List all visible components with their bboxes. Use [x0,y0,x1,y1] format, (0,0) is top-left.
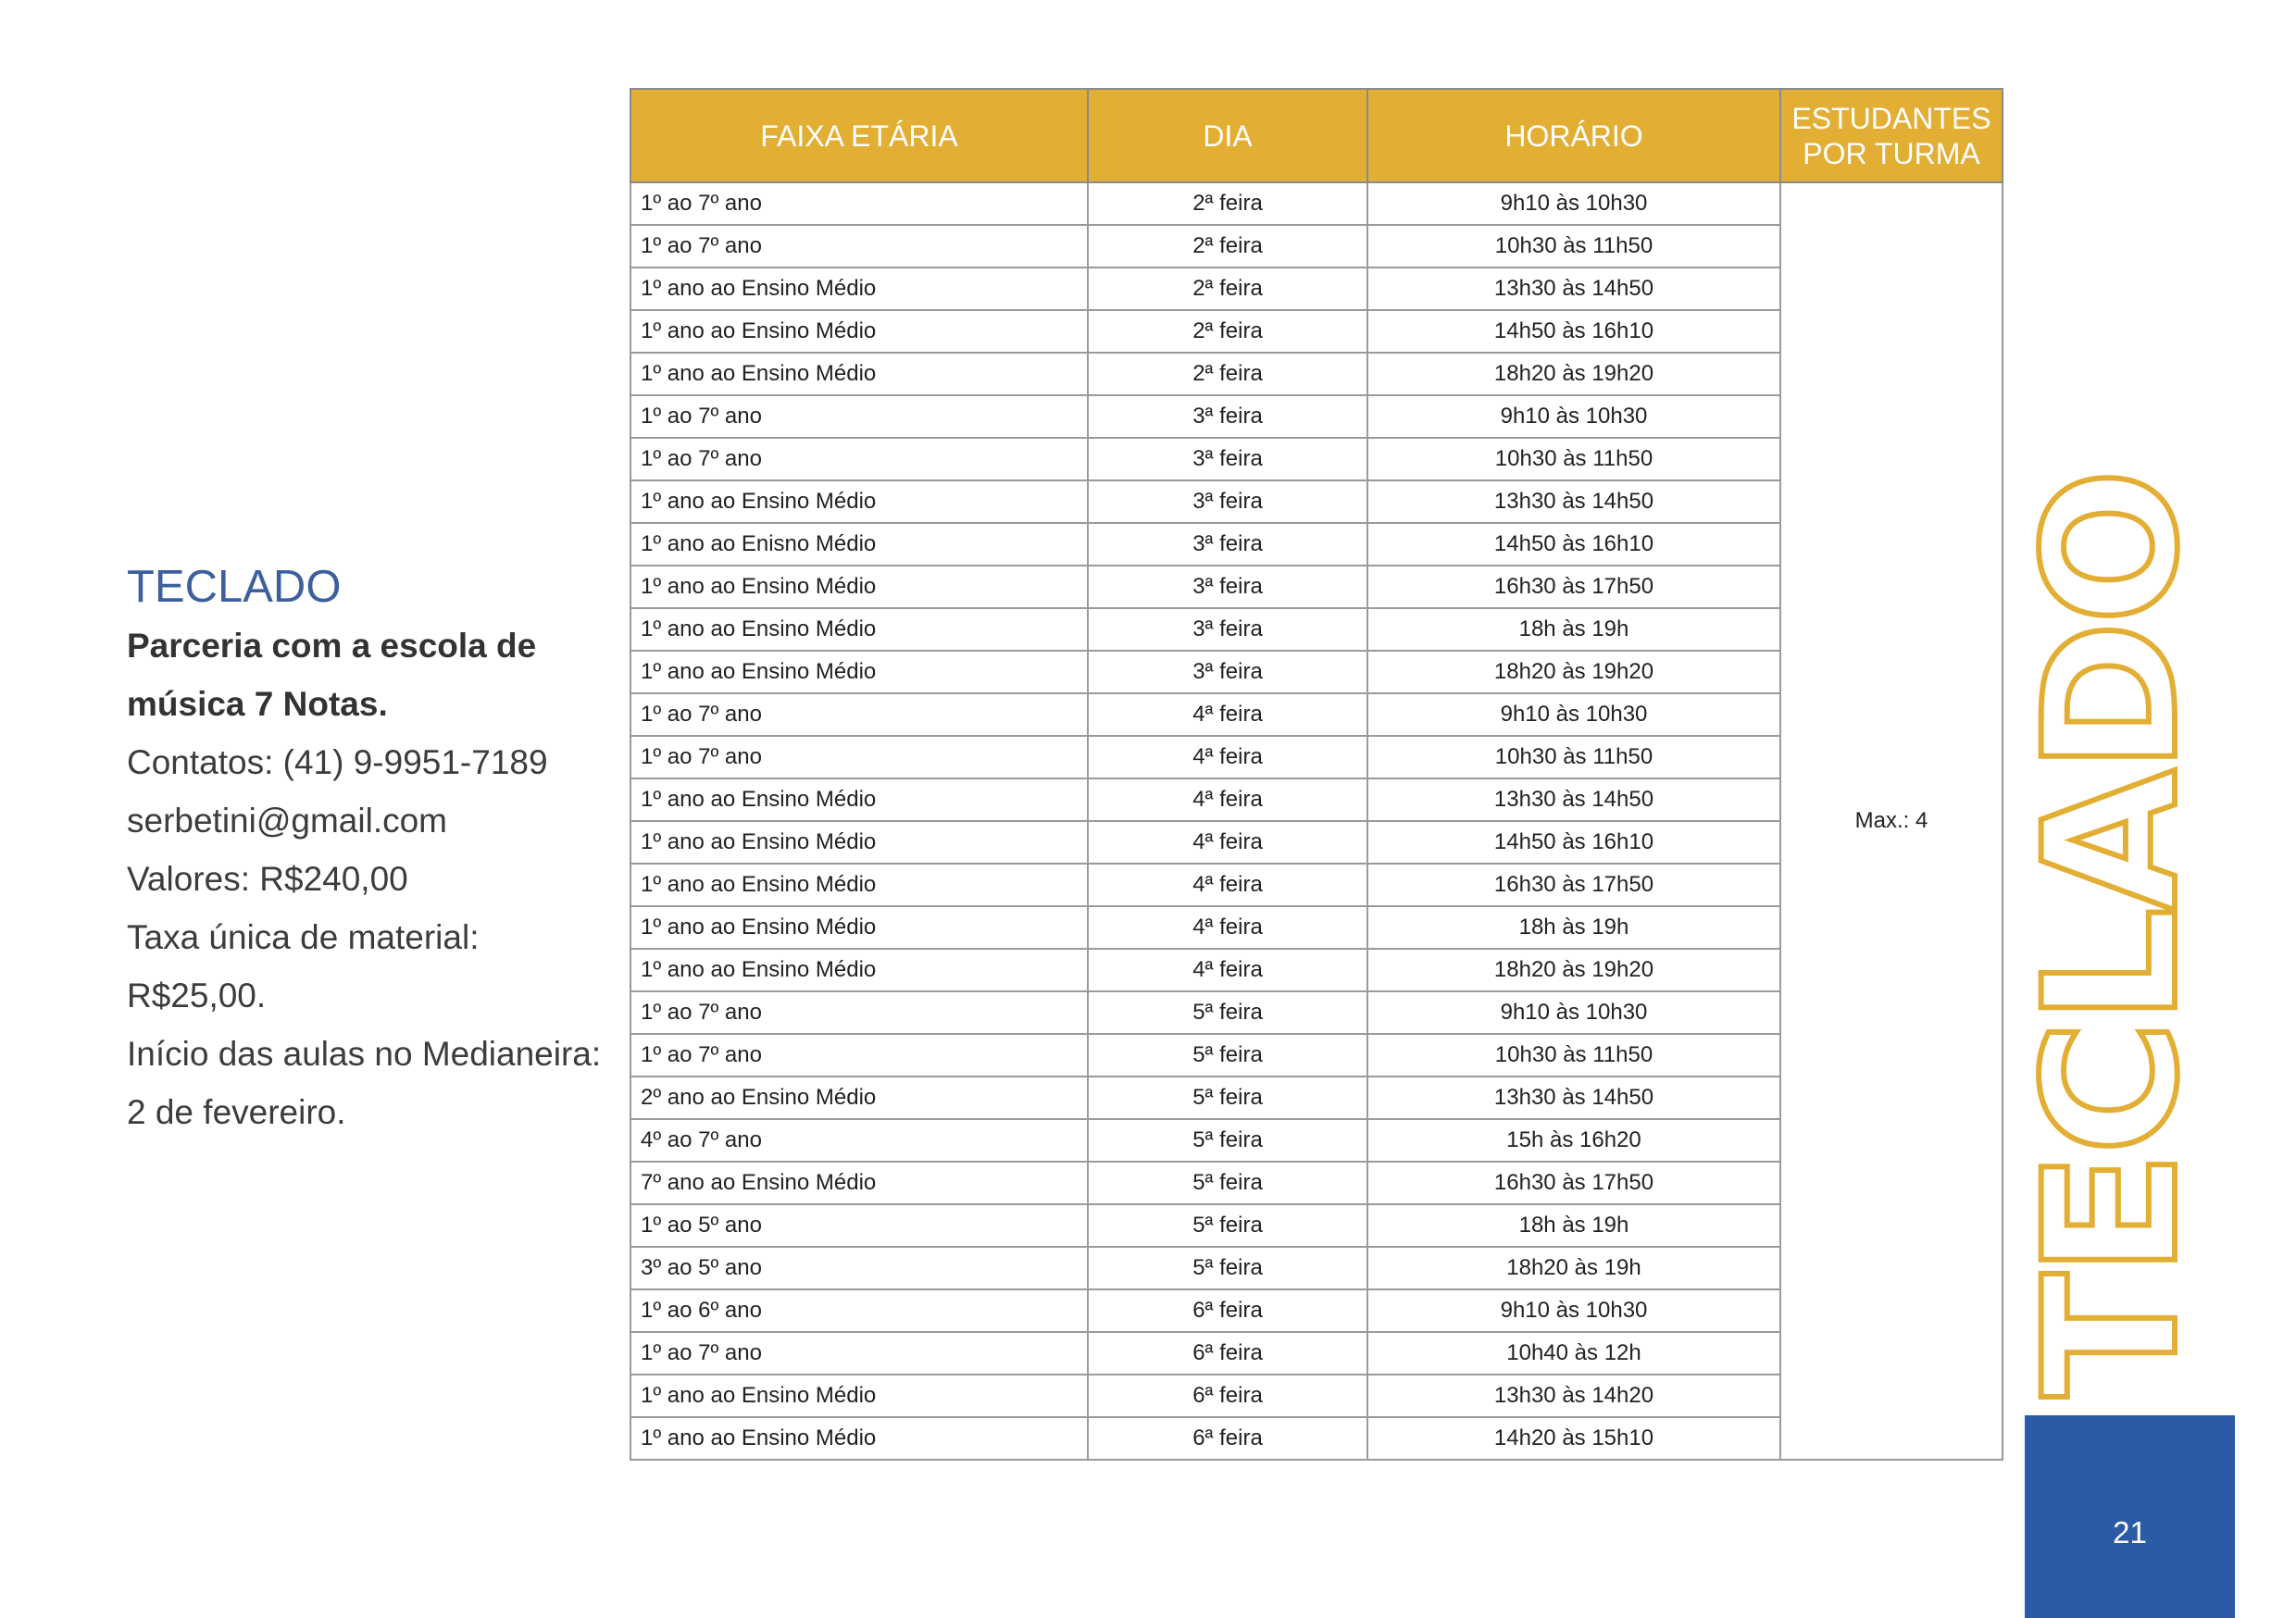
cell-age: 7º ano ao Ensino Médio [630,1162,1088,1204]
page-number: 21 [2113,1515,2147,1550]
cell-day: 5ª feira [1088,1162,1367,1204]
cell-time: 13h30 às 14h50 [1367,778,1780,821]
max-students-cell: Max.: 4 [1780,182,2003,1460]
header-day: DIA [1088,89,1367,182]
cell-day: 2ª feira [1088,182,1367,225]
cell-age: 3º ao 5º ano [630,1247,1088,1289]
cell-time: 16h30 às 17h50 [1367,566,1780,608]
cell-day: 4ª feira [1088,906,1367,949]
cell-time: 14h20 às 15h10 [1367,1417,1780,1460]
cell-age: 2º ano ao Ensino Médio [630,1077,1088,1119]
start-date-line2: 2 de fevereiro. [127,1093,346,1131]
cell-age: 1º ano ao Ensino Médio [630,1375,1088,1417]
cell-time: 13h30 às 14h50 [1367,480,1780,523]
email-text: serbetini@gmail.com [127,802,448,840]
partnership-text-line1: Parceria com a escola de [127,627,537,665]
cell-time: 16h30 às 17h50 [1367,1162,1780,1204]
cell-time: 9h10 às 10h30 [1367,182,1780,225]
cell-age: 1º ao 7º ano [630,693,1088,736]
cell-day: 2ª feira [1088,225,1367,268]
cell-day: 2ª feira [1088,310,1367,353]
cell-age: 1º ano ao Ensino Médio [630,480,1088,523]
cell-age: 1º ano ao Ensino Médio [630,906,1088,949]
cell-age: 4º ao 7º ano [630,1119,1088,1162]
cell-time: 18h20 às 19h [1367,1247,1780,1289]
cell-age: 1º ano ao Ensino Médio [630,310,1088,353]
cell-age: 1º ao 7º ano [630,225,1088,268]
material-fee-value: R$25,00. [127,977,267,1014]
cell-time: 9h10 às 10h30 [1367,1289,1780,1332]
cell-day: 5ª feira [1088,991,1367,1034]
schedule-table [630,88,2003,1461]
cell-age: 1º ao 5º ano [630,1204,1088,1247]
cell-day: 3ª feira [1088,480,1367,523]
cell-day: 6ª feira [1088,1375,1367,1417]
start-date-line1: Início das aulas no Medianeira: [127,1035,602,1073]
cell-age: 1º ano ao Enisno Médio [630,523,1088,566]
header-students: ESTUDANTES POR TURMA [1780,89,2003,182]
cell-age: 1º ano ao Ensino Médio [630,566,1088,608]
cell-day: 3ª feira [1088,566,1367,608]
cell-time: 14h50 às 16h10 [1367,310,1780,353]
cell-age: 1º ano ao Ensino Médio [630,1417,1088,1460]
cell-time: 15h às 16h20 [1367,1119,1780,1162]
cell-time: 18h às 19h [1367,608,1780,651]
cell-day: 6ª feira [1088,1289,1367,1332]
cell-day: 4ª feira [1088,736,1367,778]
cell-time: 14h50 às 16h10 [1367,821,1780,864]
cell-time: 13h30 às 14h50 [1367,1077,1780,1119]
cell-time: 13h30 às 14h20 [1367,1375,1780,1417]
cell-time: 18h às 19h [1367,906,1780,949]
partnership-text-line2: música 7 Notas. [127,685,388,723]
contacts-text: Contatos: (41) 9-9951-7189 [127,743,548,781]
cell-age: 1º ao 7º ano [630,438,1088,480]
cell-age: 1º ano ao Ensino Médio [630,608,1088,651]
cell-time: 9h10 às 10h30 [1367,991,1780,1034]
cell-age: 1º ao 7º ano [630,1332,1088,1375]
cell-day: 4ª feira [1088,949,1367,991]
cell-time: 10h30 às 11h50 [1367,1034,1780,1077]
cell-age: 1º ao 7º ano [630,395,1088,438]
cell-time: 14h50 às 16h10 [1367,523,1780,566]
cell-age: 1º ano ao Ensino Médio [630,949,1088,991]
cell-age: 1º ao 6º ano [630,1289,1088,1332]
cell-time: 18h20 às 19h20 [1367,353,1780,395]
cell-age: 1º ano ao Ensino Médio [630,821,1088,864]
cell-time: 18h20 às 19h20 [1367,949,1780,991]
header-time: HORÁRIO [1367,89,1780,182]
table-row [630,182,2003,225]
cell-day: 3ª feira [1088,651,1367,693]
cell-day: 2ª feira [1088,268,1367,310]
cell-age: 1º ao 7º ano [630,736,1088,778]
cell-day: 6ª feira [1088,1417,1367,1460]
cell-day: 4ª feira [1088,778,1367,821]
cell-day: 5ª feira [1088,1119,1367,1162]
cell-time: 10h30 às 11h50 [1367,438,1780,480]
cell-day: 5ª feira [1088,1077,1367,1119]
cell-day: 4ª feira [1088,693,1367,736]
cell-day: 2ª feira [1088,353,1367,395]
cell-day: 3ª feira [1088,395,1367,438]
cell-age: 1º ano ao Ensino Médio [630,778,1088,821]
cell-time: 10h30 às 11h50 [1367,736,1780,778]
cell-day: 5ª feira [1088,1034,1367,1077]
cell-day: 3ª feira [1088,438,1367,480]
cell-age: 1º ao 7º ano [630,182,1088,225]
cell-age: 1º ano ao Ensino Médio [630,268,1088,310]
cell-age: 1º ano ao Ensino Médio [630,864,1088,906]
cell-time: 10h40 às 12h [1367,1332,1780,1375]
cell-time: 9h10 às 10h30 [1367,693,1780,736]
course-info-panel [127,557,608,1141]
cell-time: 18h às 19h [1367,1204,1780,1247]
course-title: TECLADO [127,562,342,612]
cell-day: 4ª feira [1088,821,1367,864]
vertical-title: TECLADO [2004,472,2218,1398]
table-header-row [630,89,2003,182]
cell-day: 5ª feira [1088,1247,1367,1289]
cell-day: 3ª feira [1088,608,1367,651]
cell-time: 10h30 às 11h50 [1367,225,1780,268]
material-fee-label: Taxa única de material: [127,918,480,956]
cell-time: 13h30 às 14h50 [1367,268,1780,310]
cell-time: 9h10 às 10h30 [1367,395,1780,438]
cell-age: 1º ao 7º ano [630,1034,1088,1077]
cell-time: 16h30 às 17h50 [1367,864,1780,906]
header-age: FAIXA ETÁRIA [630,89,1088,182]
cell-age: 1º ao 7º ano [630,991,1088,1034]
cell-day: 5ª feira [1088,1204,1367,1247]
cell-age: 1º ano ao Ensino Médio [630,353,1088,395]
cell-age: 1º ano ao Ensino Médio [630,651,1088,693]
cell-time: 18h20 às 19h20 [1367,651,1780,693]
cell-day: 6ª feira [1088,1332,1367,1375]
schedule-body [630,182,2003,1460]
cell-day: 3ª feira [1088,523,1367,566]
cell-day: 4ª feira [1088,864,1367,906]
price-text: Valores: R$240,00 [127,860,408,898]
page-number-box [2025,1415,2235,1618]
